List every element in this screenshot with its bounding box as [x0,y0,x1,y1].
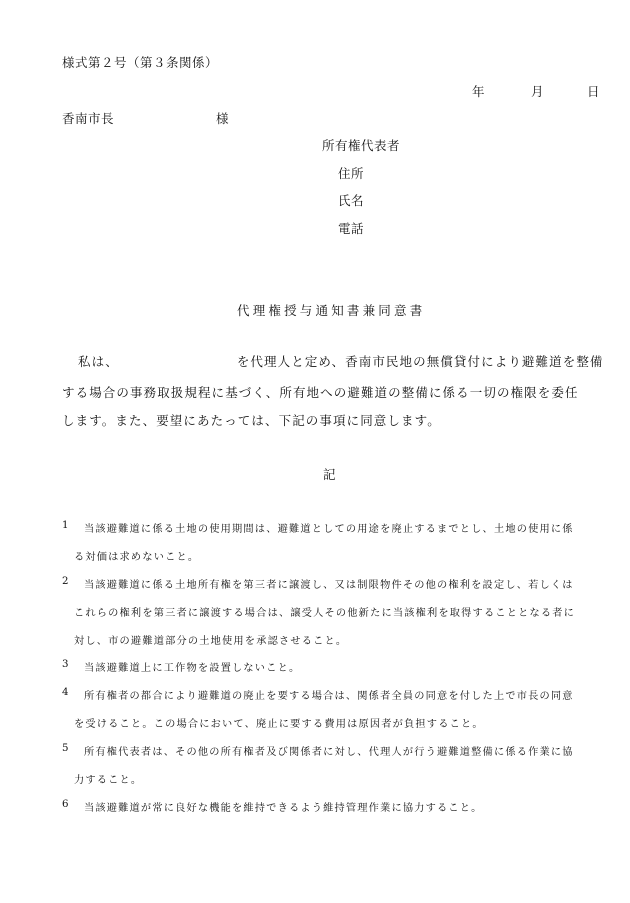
item-text: 当該避難道上に工作物を設置しないこと。 [84,663,301,674]
date-month-label: 月 [531,84,545,99]
record-mark: 記 [323,467,337,482]
item-text: 当該避難道が常に良好な機能を維持できるよう維持管理作業に協力すること。 [84,803,483,814]
body-paragraph-line: します。また、要望にあたっては、下記の事項に同意します。 [62,413,441,428]
document-title: 代理権授与通知書兼同意書 [237,303,426,318]
date-year-label: 年 [472,84,486,99]
addressee: 香南市長 [62,111,115,126]
item-number: 4 [62,687,69,698]
date-day-label: 日 [587,84,601,99]
address-label: 住所 [338,166,365,181]
item-text-continued: これらの権利を第三者に譲渡する場合は、譲受人その他新たに当該権利を取得することとなる者に [74,608,576,619]
item-number: 2 [62,576,69,587]
body-paragraph-line [62,352,602,370]
item-number: 6 [62,799,69,810]
item-text: 所有権者の都合により避難道の廃止を要する場合は、関係者全員の同意を付した上で市長の同意 [84,691,574,702]
item-number: 1 [62,520,69,531]
item-text: 当該避難道に係る土地所有権を第三者に譲渡し、又は制限物件その他の権利を設定し、若しくは [84,580,574,591]
item-number: 5 [62,743,69,754]
phone-label: 電話 [338,221,365,236]
body-paragraph-line: する場合の事務取扱規程に基づく、所有地への避難道の整備に係る一切の権限を委任 [62,385,579,400]
item-text-continued: を受けること。この場合において、廃止に要する費用は原因者が負担すること。 [74,719,484,730]
body-text: を代理人と定め、香南市民地の無償貸付により避難道を整備 [236,354,604,369]
body-text: 私は、 [78,354,119,369]
owner-representative-label: 所有権代表者 [322,138,401,153]
item-text: 所有権代表者は、その他の所有権者及び関係者に対し、代理人が行う避難道整備に係る作業に協 [84,747,574,758]
form-number: 様式第２号（第３条関係） [62,55,219,70]
item-text-continued: 対し、市の避難道部分の土地使用を承認させること。 [74,636,348,647]
item-text-continued: る対価は求めないこと。 [74,552,200,563]
name-label: 氏名 [338,193,365,208]
item-text: 当該避難道に係る土地の使用期間は、避難道としての用途を廃止するまでとし、土地の使用に係 [84,524,574,535]
item-number: 3 [62,659,69,670]
item-text-continued: 力すること。 [74,775,143,786]
addressee-honorific: 様 [216,111,230,126]
